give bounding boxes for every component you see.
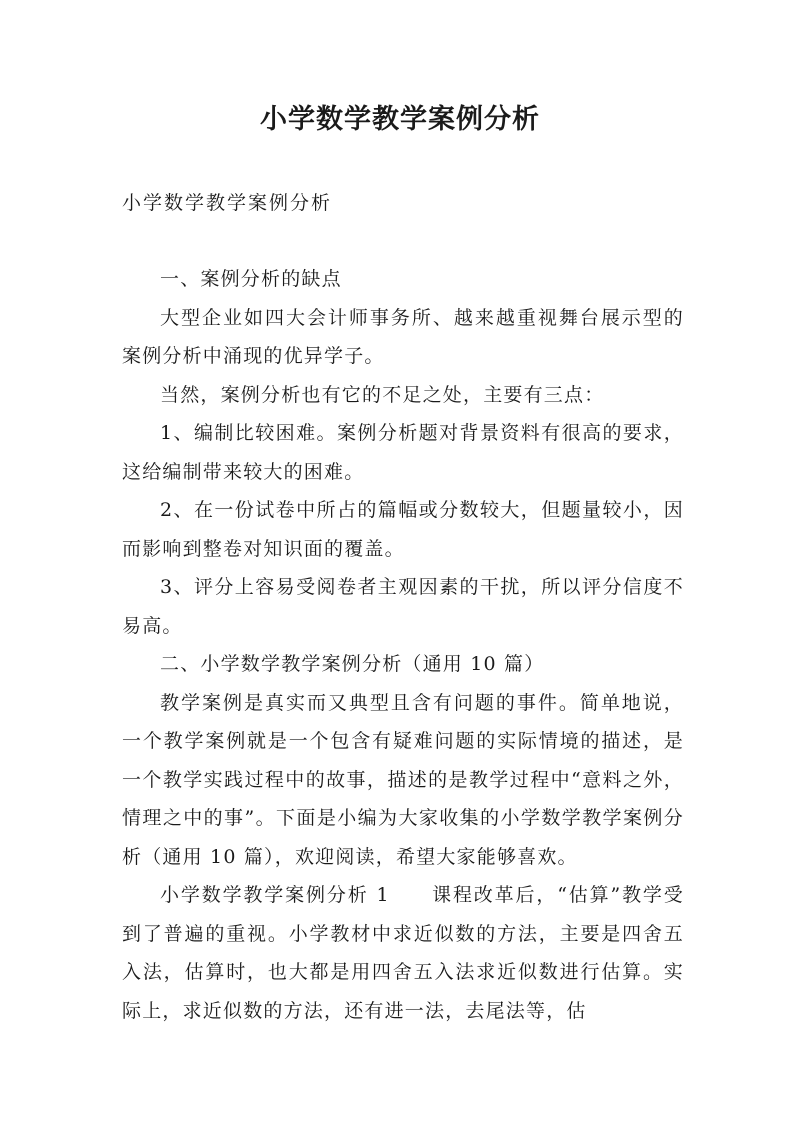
paragraph: 小学数学教学案例分析 1 课程改革后，“估算”教学受到了普遍的重视。小学教材中求近似数的方法，主要是四舍五入法，估算时，也大都是用四舍五入法求近似数进行估算。实际上，求近似数的方法，还有进一法，去尾法等，估 xyxy=(122,884,684,1022)
paragraph: 大型企业如四大会计师事务所、越来越重视舞台展示型的案例分析中涌现的优异学子。 xyxy=(122,306,684,367)
list-item: 2、在一份试卷中所占的篇幅或分数较大，但题量较小，因而影响到整卷对知识面的覆盖。 xyxy=(122,499,684,560)
section-heading-1: 一、案例分析的缺点 xyxy=(160,268,342,290)
document-title: 小学数学教学案例分析 xyxy=(260,104,540,135)
list-item: 1、编制比较困难。案例分析题对背景资料有很高的要求，这给编制带来较大的困难。 xyxy=(122,422,684,483)
paragraph: 教学案例是真实而又典型且含有问题的事件。简单地说，一个教学案例就是一个包含有疑难问题的实际情境的描述，是一个教学实践过程中的故事，描述的是教学过程中“意料之外，情理之中的事”。下面是小编为大家收集的小学数学教学案例分析（通用 10 篇），欢迎阅读，希望大家能够喜欢。 xyxy=(122,691,684,868)
section-heading-2: 二、小学数学教学案例分析（通用 10 篇） xyxy=(160,653,545,675)
document-subtitle: 小学数学教学案例分析 xyxy=(122,192,333,214)
paragraph: 当然，案例分析也有它的不足之处，主要有三点： xyxy=(160,383,605,406)
document-body xyxy=(122,260,684,1030)
list-item: 3、评分上容易受阅卷者主观因素的干扰，所以评分信度不易高。 xyxy=(122,576,684,637)
